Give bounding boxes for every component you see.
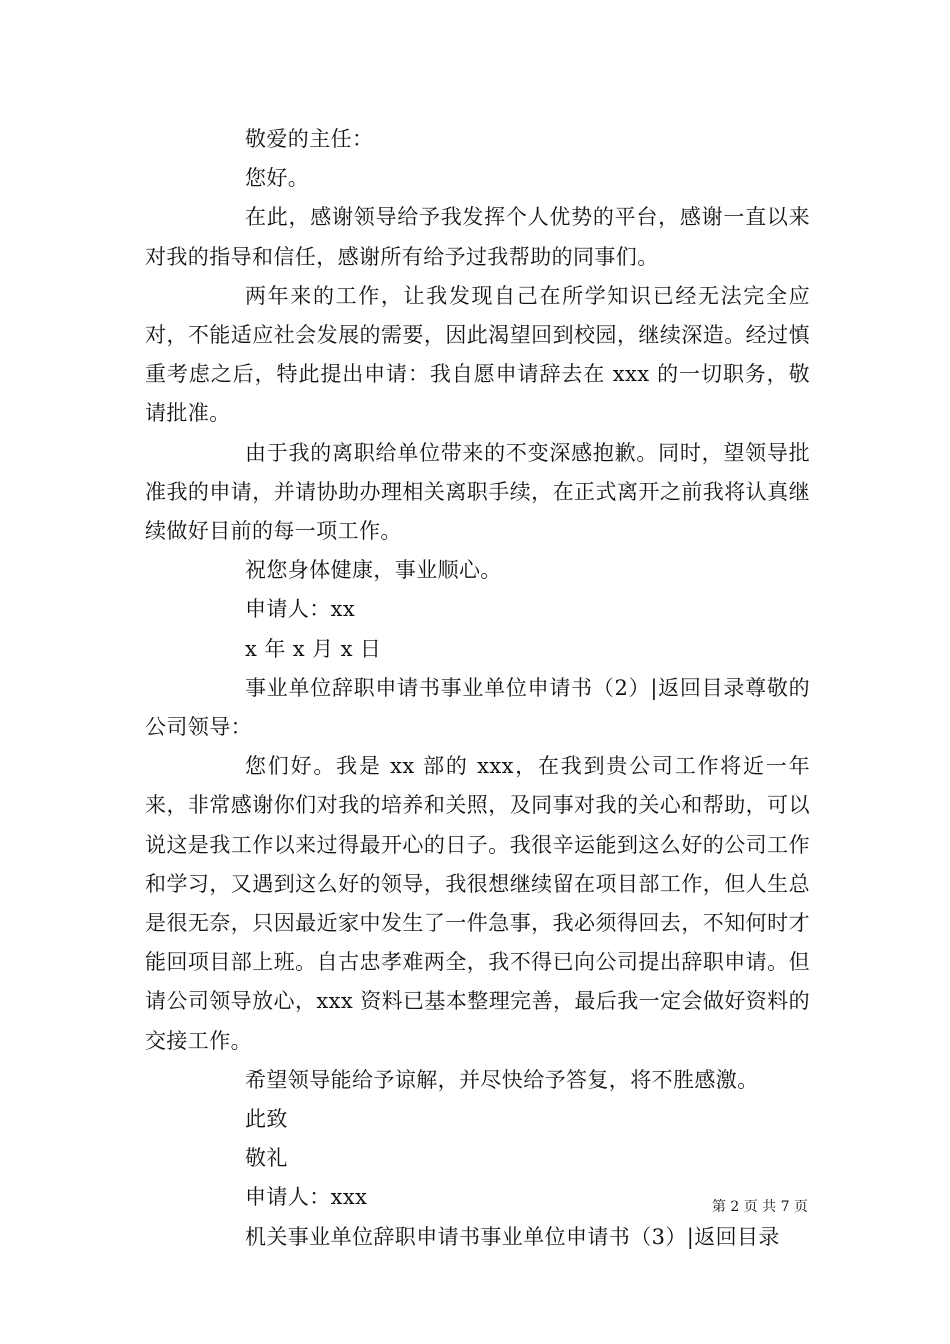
- document-body: [145, 120, 810, 1257]
- date-line: x 年 x 月 x 日: [245, 636, 382, 661]
- closing-line: 此致: [245, 1107, 288, 1132]
- body-paragraph: 希望领导能给予谅解，并尽快给予答复，将不胜感激。: [245, 1067, 759, 1092]
- closing-wish: 祝您身体健康，事业顺心。: [245, 558, 502, 583]
- closing-line: 敬礼: [245, 1146, 288, 1171]
- body-paragraph: 由于我的离职给单位带来的不变深感抱歉。同时，望领导批准我的申请，并请协助办理相关离职手续，在正式离开之前我将认真继续做好目前的每一项工作。: [145, 440, 810, 544]
- body-paragraph: 两年来的工作，让我发现自己在所学知识已经无法完全应对，不能适应社会发展的需要，因此渴望回到校园，继续深造。经过慎重考虑之后，特此提出申请：我自愿申请辞去在 xxx 的一切职务，敬请批准。: [145, 283, 810, 426]
- greeting: 您好。: [245, 166, 310, 191]
- body-paragraph: 在此，感谢领导给予我发挥个人优势的平台，感谢一直以来对我的指导和信任，感谢所有给予过我帮助的同事们。: [145, 205, 810, 269]
- section-heading-3: 机关事业单位辞职申请书事业单位申请书（3）|返回目录: [245, 1224, 780, 1249]
- applicant-line: 申请人：xxx: [245, 1185, 368, 1210]
- applicant-line: 申请人：xx: [245, 597, 356, 622]
- section-heading-2: 事业单位辞职申请书事业单位申请书（2）|返回目录尊敬的公司领导：: [145, 675, 810, 740]
- body-paragraph: 您们好。我是 xx 部的 xxx，在我到贵公司工作将近一年来，非常感谢你们对我的培养和关照，及同事对我的关心和帮助，可以说这是我工作以来过得最开心的日子。我很辛运能到这么好的公司工作和学习，又遇到这么好的领导，我很想继续留在项目部工作，但人生总是很无奈，只因最近家中发生了一件急事，我必须得回去，不知何时才能回项目部上班。自古忠孝难两全，我不得已向公司提出辞职申请。但请公司领导放心，xxx 资料已基本整理完善，最后我一定会做好资料的交接工作。: [145, 754, 810, 1053]
- page-number: 第 2 页 共 7 页: [711, 1199, 808, 1215]
- salutation: 敬爱的主任：: [245, 127, 374, 151]
